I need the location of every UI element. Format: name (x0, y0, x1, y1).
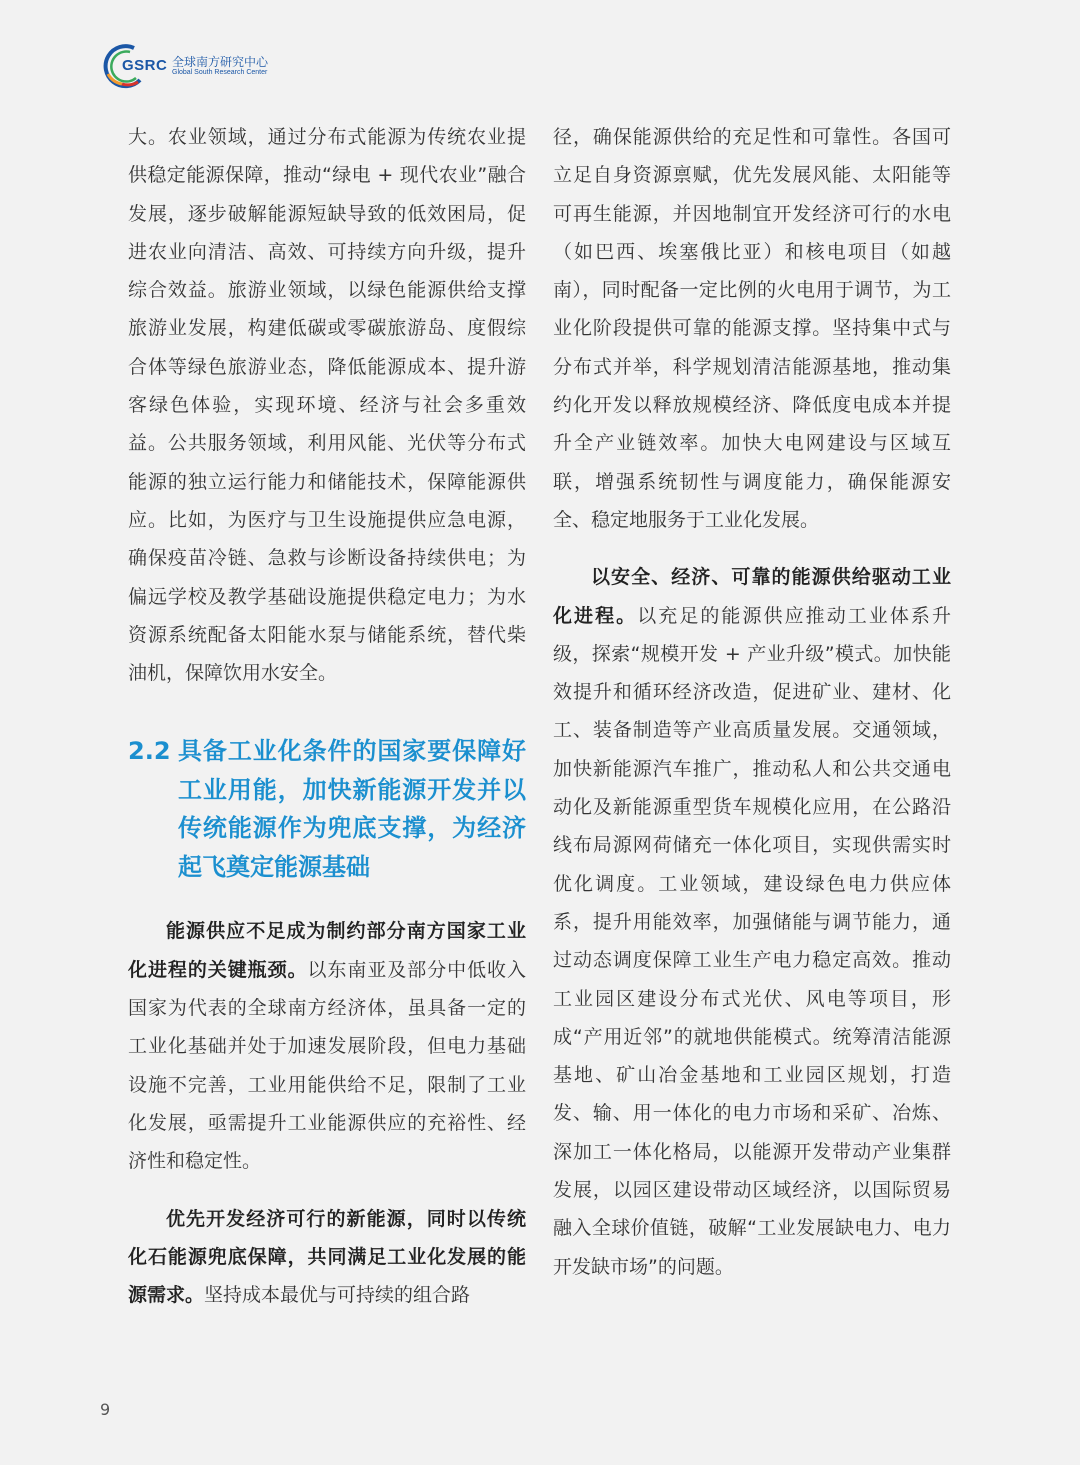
gsrc-logo (100, 40, 300, 90)
left-paragraph-1: 大。农业领域，通过分布式能源为传统农业提供稳定能源保障，推动“绿电 + 现代农业”融合发展，逐步破解能源短缺导致的低效困局，促进农业向清洁、高效、可持续方向升级，提升综合效益。旅游业领域，以绿色能源供给支撑旅游业发展，构建低碳或零碳旅游岛、度假综合体等绿色旅游业态，降低能源成本、提升游客绿色体验，实现环境、经济与社会多重效益。公共服务领域，利用风能、光伏等分布式能源的独立运行能力和储能技术，保障能源供应。比如，为医疗与卫生设施提供应急电源，确保疫苗冷链、急救与诊断设备持续供电；为偏远学校及教学基础设施提供稳定电力；为水资源系统配备太阳能水泵与储能系统，替代柴油机，保障饮用水安全。 (128, 126, 526, 685)
logo-abbreviation: GSRC (122, 57, 168, 74)
left-paragraph-2-lead: 能源供应不足成为制约部分南方国家工业化进程的关键瓶颈。 (128, 920, 526, 981)
right-paragraph-2-lead: 以安全、经济、可靠的能源供给驱动工业化进程。 (553, 566, 951, 627)
left-column (128, 118, 526, 1314)
left-paragraph-2 (128, 912, 526, 1180)
right-paragraph-2-body: 以充足的能源供应推动工业体系升级，探索“规模开发 + 产业升级”模式。加快能效提升和循环经济改造，促进矿业、建材、化工、装备制造等产业高质量发展。交通领域，加快新能源汽车推广，推动私人和公共交通电动化及新能源重型货车规模化应用，在公路沿线布局源网荷储充一体化项目，实现供需实时优化调度。工业领域，建设绿色电力供应体系，提升用能效率，加强储能与调节能力，通过动态调度保障工业生产电力稳定高效。推动工业园区建设分布式光伏、风电等项目，形成“产用近邻”的就地供能模式。统筹清洁能源基地、矿山冶金基地和工业园区规划，打造发、输、用一体化的电力市场和采矿、冶炼、深加工一体化格局，以能源开发带动产业集群发展，以园区建设带动区域经济，以国际贸易融入全球价值链，破解“工业发展缺电力、电力开发缺市场”的问题。 (553, 604, 951, 1278)
left-paragraph-2-body: 以东南亚及部分中低收入国家为代表的全球南方经济体，虽具备一定的工业化基础并处于加速发展阶段，但电力基础设施不完善，工业用能供给不足，限制了工业化发展，亟需提升工业能源供应的充裕性、经济性和稳定性。 (128, 958, 526, 1173)
logo-name-chinese: 全球南方研究中心 (172, 55, 269, 69)
section-title: 具备工业化条件的国家要保障好工业用能，加快新能源开发并以传统能源作为兜底支撑，为经济起飞奠定能源基础 (178, 737, 526, 881)
logo-name-english: Global South Research Center (172, 69, 268, 76)
right-paragraph-2 (553, 558, 951, 1286)
section-number: 2.2 (128, 737, 171, 766)
page-number: 9 (100, 1400, 111, 1419)
left-paragraph-3-lead: 优先开发经济可行的新能源，同时以传统化石能源兜底保障，共同满足工业化发展的能源需求。 (128, 1207, 526, 1307)
left-paragraph-3-body: 坚持成本最优与可持续的组合路 (204, 1284, 471, 1307)
right-column (553, 118, 951, 1286)
section-heading (128, 732, 526, 886)
left-paragraph-3 (128, 1200, 526, 1315)
right-paragraph-1: 径，确保能源供给的充足性和可靠性。各国可立足自身资源禀赋，优先发展风能、太阳能等可再生能源，并因地制宜开发经济可行的水电（如巴西、埃塞俄比亚）和核电项目（如越南），同时配备一定比例的火电用于调节，为工业化阶段提供可靠的能源支撑。坚持集中式与分布式并举，科学规划清洁能源基地，推动集约化开发以释放规模经济、降低度电成本并提升全产业链效率。加快大电网建设与区域互联，增强系统韧性与调度能力，确保能源安全、稳定地服务于工业化发展。 (553, 126, 951, 531)
